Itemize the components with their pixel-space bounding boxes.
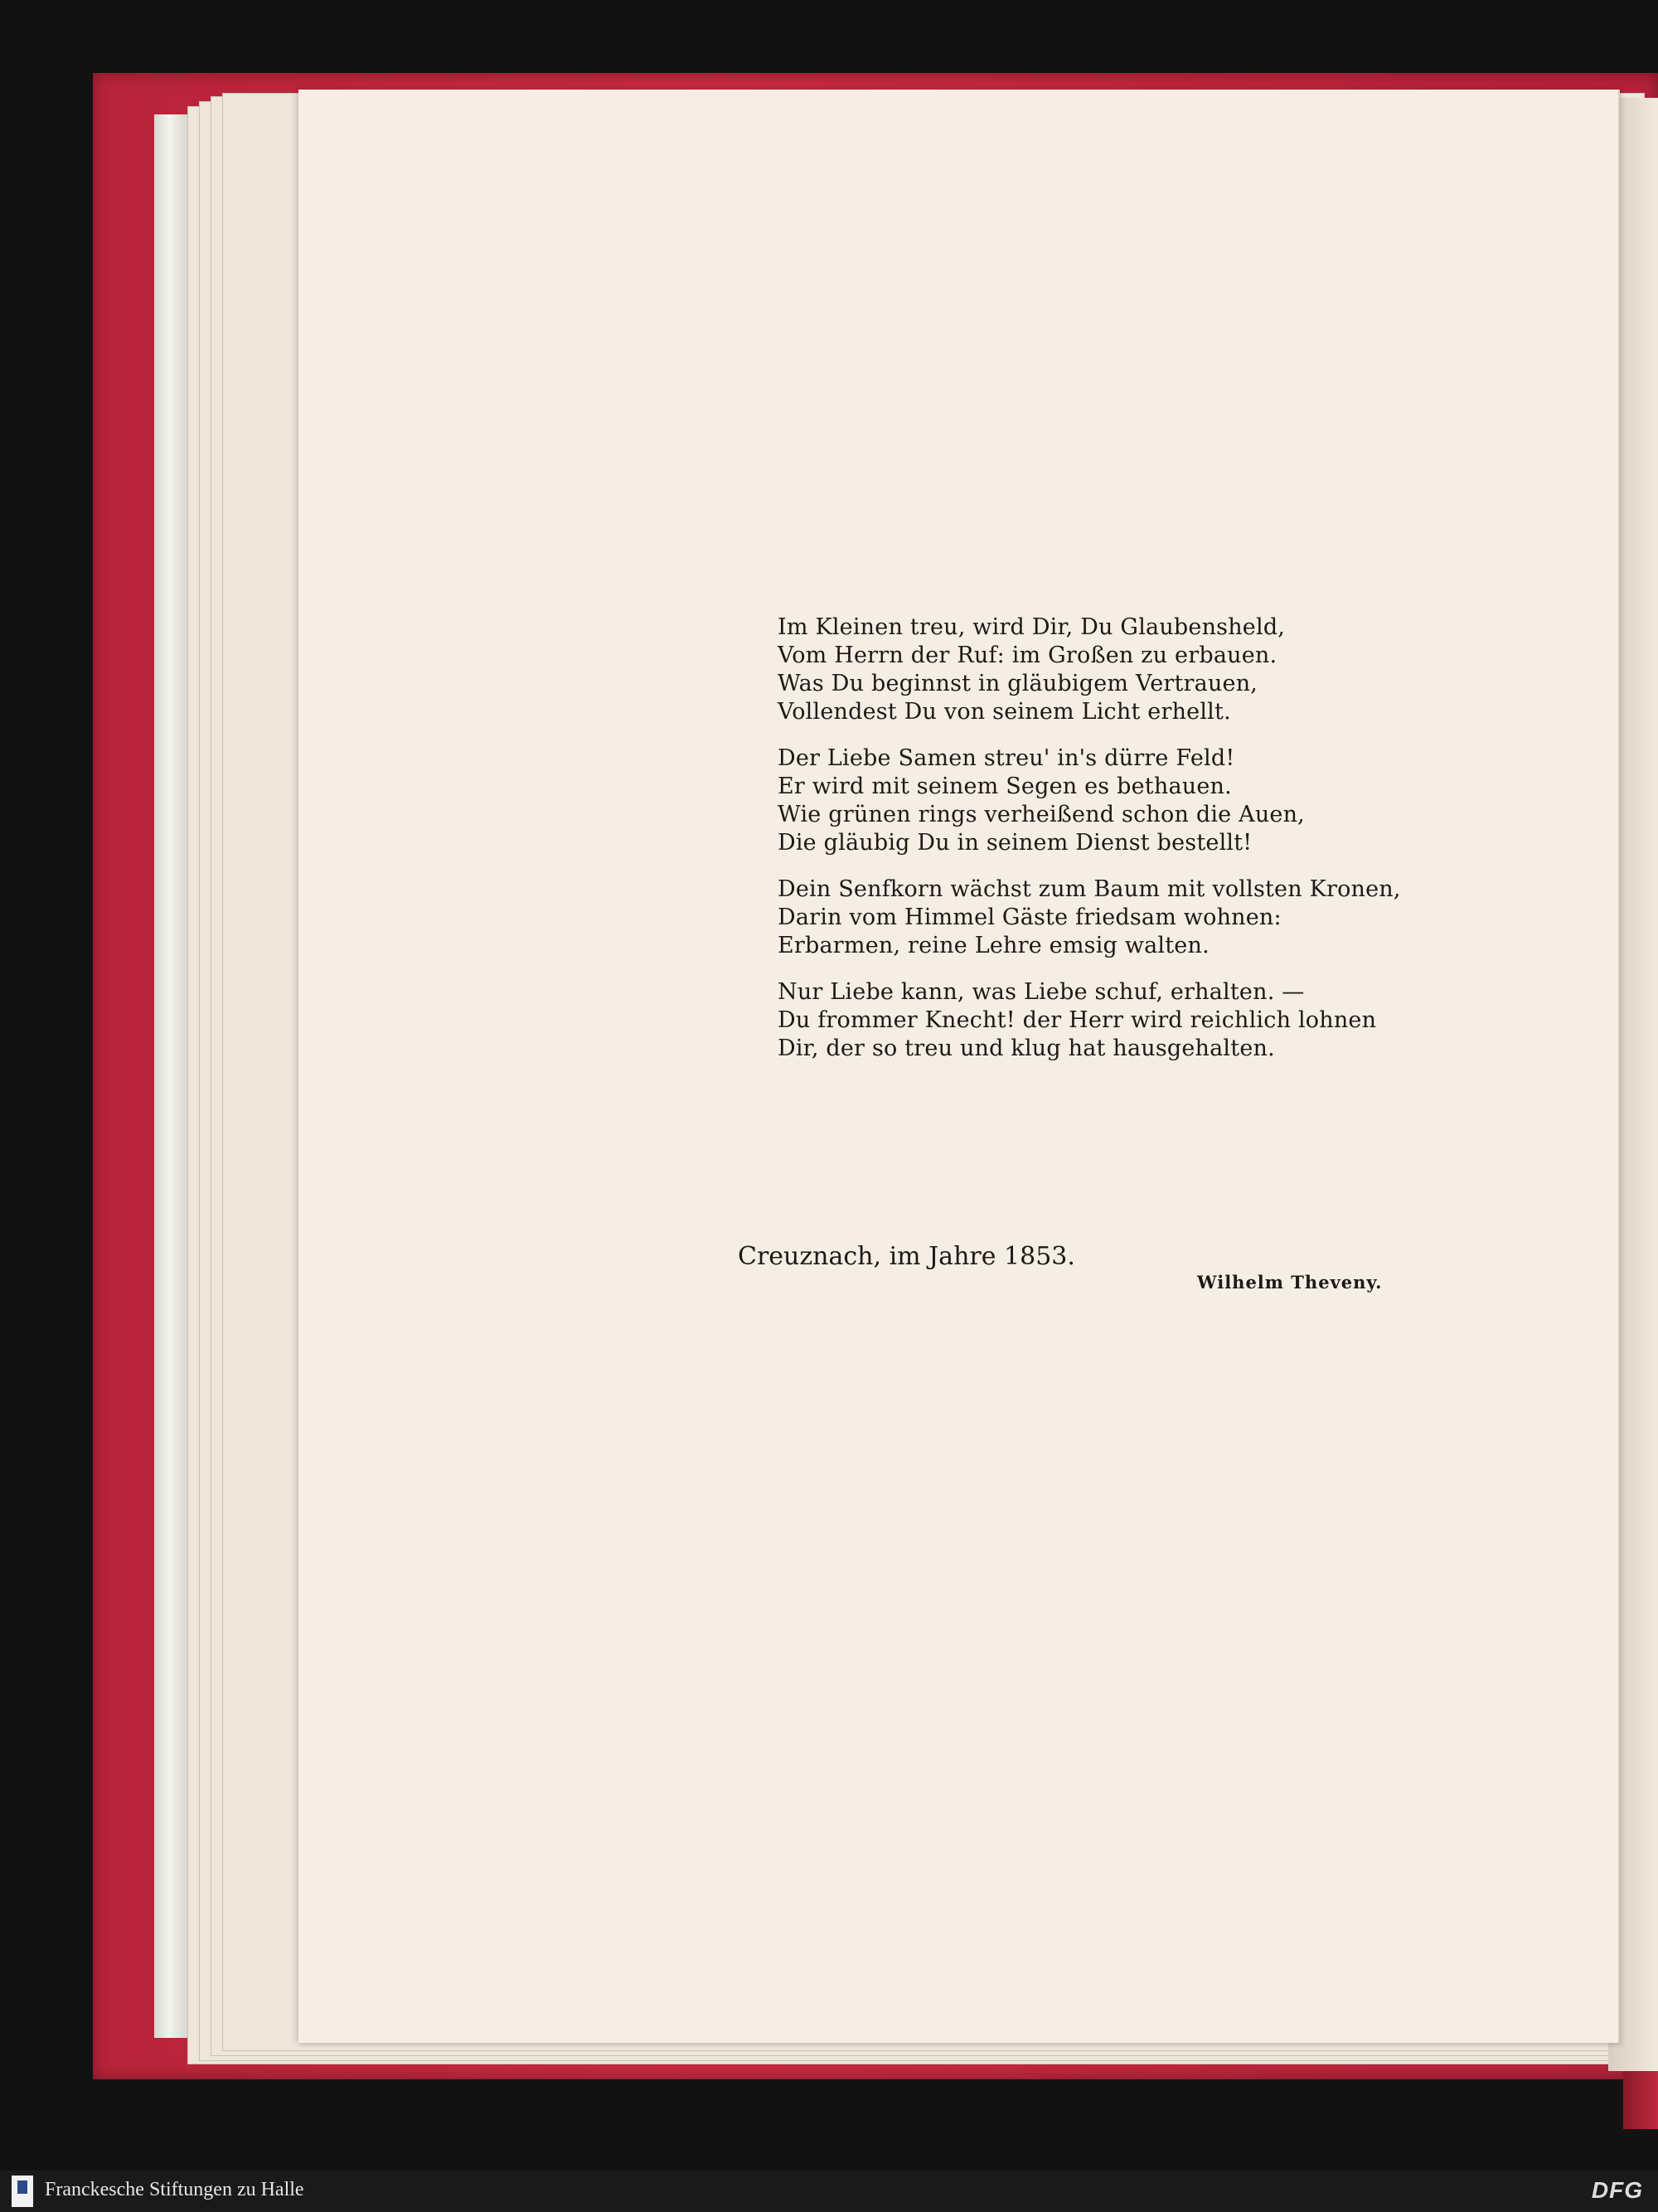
poem-line: Er wird mit seinem Segen es bethauen.: [778, 774, 1232, 799]
viewer-footer: [0, 2171, 1658, 2212]
poem-line: Du frommer Knecht! der Herr wird reichlich lohnen: [778, 1007, 1377, 1033]
poem-line: Dein Senfkorn wächst zum Baum mit vollsten Kronen,: [778, 876, 1401, 902]
poem-line: Der Liebe Samen streu' in's dürre Feld!: [778, 745, 1235, 771]
book-page: [298, 90, 1620, 2043]
poem-line: Im Kleinen treu, wird Dir, Du Glaubensheld,: [778, 614, 1286, 640]
poem-line: Nur Liebe kann, was Liebe schuf, erhalten. —: [778, 979, 1305, 1005]
poem-line: Was Du beginnst in gläubigem Vertrauen,: [778, 671, 1258, 696]
poem-line: Vollendest Du von seinem Licht erhellt.: [778, 699, 1231, 725]
poem-line: Die gläubig Du in seinem Dienst bestellt!: [778, 830, 1253, 856]
poem-line: Erbarmen, reine Lehre emsig walten.: [778, 933, 1210, 958]
stanza: [778, 614, 1374, 726]
institution-name[interactable]: Franckesche Stiftungen zu Halle: [45, 2179, 304, 2200]
poem-line: Wie grünen rings verheißend schon die Auen,: [778, 802, 1305, 827]
place-date: Creuznach, im Jahre 1853.: [738, 1242, 1075, 1271]
author-signature: Wilhelm Theveny.: [1197, 1272, 1383, 1293]
poem-line: Dir, der so treu und klug hat hausgehalten.: [778, 1036, 1275, 1061]
stanza: [778, 745, 1374, 857]
stanza: [778, 876, 1401, 960]
poem-line: Vom Herrn der Ruf: im Großen zu erbauen.: [778, 643, 1277, 668]
franckesche-stiftungen-logo-icon[interactable]: [12, 2176, 33, 2207]
poem-line: Darin vom Himmel Gäste friedsam wohnen:: [778, 905, 1282, 930]
background-left: [0, 0, 93, 2171]
stanza: [778, 978, 1377, 1063]
poem: [778, 614, 1401, 1081]
dfg-logo[interactable]: DFG: [1591, 2177, 1643, 2203]
